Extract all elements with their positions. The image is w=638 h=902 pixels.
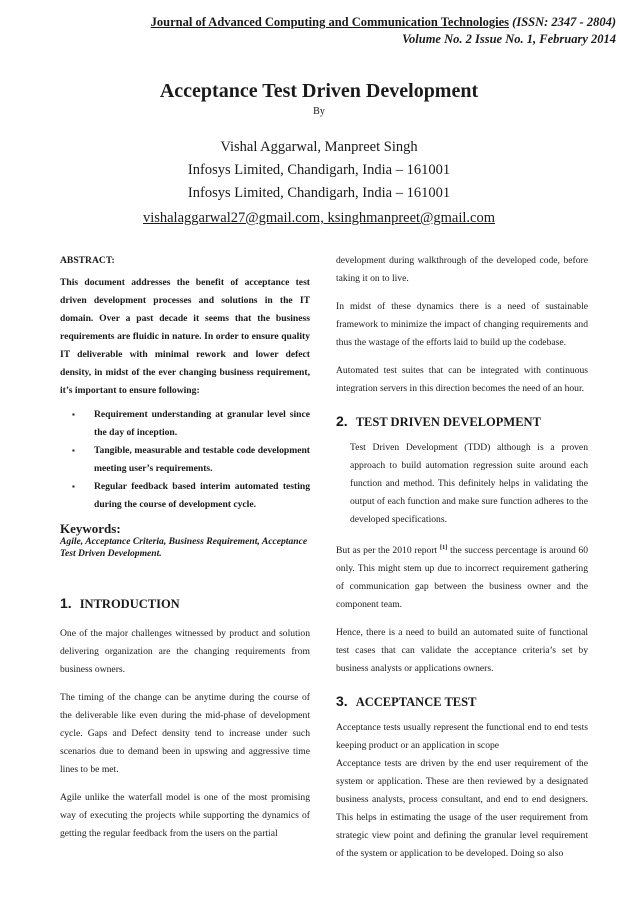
right-column — [336, 252, 588, 873]
journal-name[interactable]: Journal of Advanced Computing and Communication Technologies — [150, 15, 510, 29]
by-line: By — [313, 106, 325, 117]
bullet-icon: ▪ — [72, 446, 75, 455]
paragraph: One of the major challenges witnessed by product and solution delivering organization are the changing requirements from business owners. — [60, 628, 310, 675]
text-span: But as per the 2010 report — [336, 545, 440, 557]
abstract-body: This document addresses the benefit of acceptance test driven development processes and solutions in the IT domain. Over a past decade it seems that the business requirements are fluidic in nature. In order to ensure quality IT deliverable with minimal rework and lower defect density, in midst of the ever changing business requirement, it’s important to ensure following: — [60, 277, 310, 396]
paragraph: Acceptance tests are driven by the end user requirement of the system or application. These are then reviewed by a designated business analysts, process consultant, and end to end designers. This helps in estimating the usage of the user requirement from strategic view point and defining the granular level requirement of the system or application to be developed. Doing so also — [336, 758, 588, 860]
paper-title: Acceptance Test Driven Development — [159, 80, 479, 102]
paragraph: Automated test suites that can be integrated with continuous integration servers in this direction becomes the need of an hour. — [336, 365, 588, 394]
journal-issn: (ISSN: 2347 - 2804) — [512, 15, 616, 29]
bullet-text: Tangible, measurable and testable code development meeting user’s requirements. — [94, 445, 310, 474]
paragraph: Agile unlike the waterfall model is one of the most promising way of executing the projects while supporting the dynamics of getting the regular feedback from the users on the partial — [60, 792, 310, 839]
paragraph — [336, 539, 588, 614]
bullet-text: Regular feedback based interim automated testing during the course of development cycle. — [94, 481, 310, 510]
paragraph: Hence, there is a need to build an automated suite of functional test cases that can validate the acceptance criteria’s set by business analysts or applications owners. — [336, 627, 588, 675]
abstract-bullet — [60, 478, 310, 514]
journal-header — [151, 14, 616, 48]
section-title: TEST DRIVEN DEVELOPMENT — [355, 415, 541, 429]
author-names: Vishal Aggarwal, Manpreet Singh — [220, 139, 418, 155]
affiliation-1: Infosys Limited, Chandigarh, India – 161001 — [187, 162, 451, 178]
section-number: 3. — [336, 693, 348, 710]
abstract-bullet-list — [60, 406, 310, 514]
author-block — [0, 136, 638, 205]
section-heading-tdd — [336, 412, 588, 431]
abstract-heading: ABSTRACT: — [60, 255, 115, 266]
paragraph: In midst of these dynamics there is a need of sustainable framework to minimize the impact of changing requirements and thus the wastage of the efforts laid to build up the codebase. — [336, 301, 588, 348]
author-emails[interactable]: vishalaggarwal27@gmail.com, ksinghmanpreet@gmail.com — [142, 210, 496, 226]
abstract-bullet — [60, 442, 310, 478]
affiliation-2: Infosys Limited, Chandigarh, India – 161001 — [187, 185, 451, 201]
section-heading-acceptance-test — [336, 692, 588, 711]
keywords-body: Agile, Acceptance Criteria, Business Requirement, Acceptance Test Driven Development. — [60, 536, 308, 559]
paragraph: The timing of the change can be anytime during the course of the deliverable like even during the mid-phase of development cycle. Gaps and Defect density tend to increase under such scenarios due to demand been in upswing and aggressive time lines to be met. — [60, 692, 310, 775]
section-title: ACCEPTANCE TEST — [355, 695, 477, 710]
citation-ref[interactable]: [1] — [439, 544, 448, 551]
bullet-text: Requirement understanding at granular level since the day of inception. — [94, 409, 310, 438]
paragraph-indented: Test Driven Development (TDD) although is a proven approach to build automation regression suite around each function and method. This definitely helps in validating the output of each function and make sure function adheres to the developed specifications. — [350, 442, 588, 525]
keywords-heading: Keywords: — [60, 521, 121, 536]
left-column — [60, 252, 310, 853]
section-title: INTRODUCTION — [79, 597, 180, 611]
text-span: the success percentage is around 60 only. This might stem up due to incorrect requirement gathering of communication gap between the business owner and the component team. — [336, 545, 588, 611]
section-number: 2. — [336, 413, 348, 429]
paragraph: development during walkthrough of the developed code, before taking it on to live. — [336, 255, 588, 284]
journal-volume: Volume No. 2 Issue No. 1, February 2014 — [402, 32, 616, 46]
paragraph: Acceptance tests usually represent the functional end to end tests keeping product or an application in scope — [336, 722, 588, 752]
section-number: 1. — [60, 595, 72, 611]
abstract-bullet — [60, 406, 310, 442]
section-heading-introduction — [60, 594, 310, 613]
bullet-icon: ▪ — [72, 410, 75, 419]
bullet-icon: ▪ — [72, 482, 75, 491]
